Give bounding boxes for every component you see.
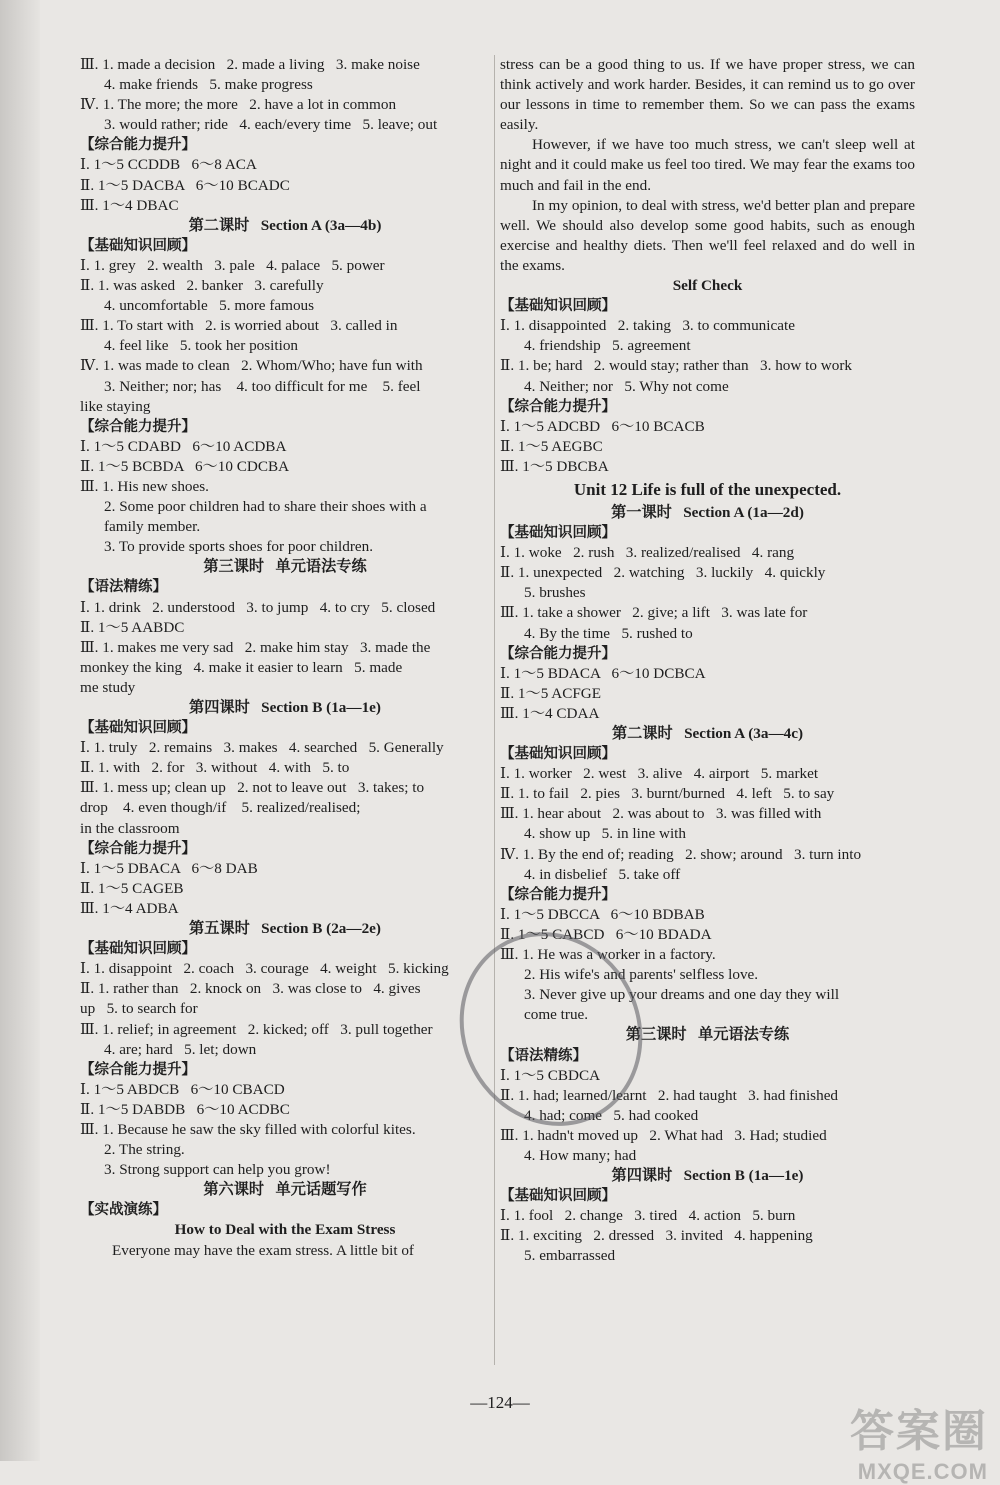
right-column-line: Ⅱ. 1～5 AEGBC [500,437,603,455]
right-column-line: 【综合能力提升】 [500,645,616,662]
left-column-line: Ⅱ. 1. with 2. for 3. without 4. with 5. to [80,759,350,777]
left-column-line: up 5. to search for [80,1000,198,1018]
right-column-line: Ⅰ. 1. disappointed 2. taking 3. to communicate [500,317,795,335]
left-column-line: 【基础知识回顾】 [80,941,196,958]
left-column-line: family member. [104,518,201,536]
right-column-line: In my opinion, to deal with stress, we'd better plan and prepare well. We should also develop some good habits, such as enough exercise and healthy diets. Then we'll feel relaxed and do well in the exams. [500,196,915,274]
left-column-line: 2. Some poor children had to share their shoes with a [104,498,427,516]
right-column-line: 4. By the time 5. rushed to [524,624,693,642]
right-column-line: Ⅳ. 1. By the end of; reading 2. show; around 3. turn into [500,845,862,863]
right-column-line: Ⅲ. 1. hadn't moved up 2. What had 3. Had; studied [500,1126,827,1144]
right-column-line: Ⅱ. 1. exciting 2. dressed 3. invited 4. happening [500,1227,813,1245]
left-column-line: 【语法精练】 [80,579,167,596]
watermark-url: MXQE.COM [857,1459,988,1484]
right-column-line: Unit 12 Life is full of the unexpected. [573,479,842,499]
right-column-line: Ⅱ. 1. to fail 2. pies 3. burnt/burned 4. left 5. to say [500,785,835,803]
left-column-line: 第六课时 单元话题写作 [203,1181,367,1199]
right-column-line: 4. Neither; nor 5. Why not come [524,377,729,395]
right-column-line: Ⅱ. 1. be; hard 2. would stay; rather than 3. how to work [500,357,852,375]
left-column-line: Ⅰ. 1～5 DBACA 6～8 DAB [80,859,258,877]
left-column-line: Ⅰ. 1. truly 2. remains 3. makes 4. searched 5. Generally [80,739,444,757]
left-column-line: How to Deal with the Exam Stress [174,1221,396,1239]
right-column-line: 【基础知识回顾】 [500,746,616,763]
left-column-line: me study [80,678,136,696]
left-column-line: Ⅲ. 1. Because he saw the sky filled with colorful kites. [80,1120,416,1138]
right-column-line: Ⅰ. 1. fool 2. change 3. tired 4. action 5. burn [500,1207,796,1225]
left-column-line: Ⅳ. 1. The more; the more 2. have a lot in common [80,96,397,114]
site-watermark [850,1395,988,1485]
left-column-line: 【综合能力提升】 [80,137,196,154]
left-column-line: 3. Strong support can help you grow! [104,1161,331,1179]
left-column-line: Ⅲ. 1. mess up; clean up 2. not to leave out 3. takes; to [80,779,425,797]
right-column-line: 2. His wife's and parents' selfless love. [524,966,759,984]
left-column-line: Ⅰ. 1～5 CCDDB 6～8 ACA [80,156,257,174]
left-column-line: Ⅲ. 1～4 ADBA [80,899,179,917]
right-column-line: Ⅲ. 1～4 CDAA [500,704,600,722]
left-column-line: Everyone may have the exam stress. A little bit of [112,1241,414,1259]
right-column-line: 【基础知识回顾】 [500,1188,616,1205]
left-column-line: Ⅲ. 1. His new shoes. [80,477,209,495]
left-column-line: 3. Neither; nor; has 4. too difficult for me 5. feel [104,377,421,395]
right-column-line: 4. had; come 5. had cooked [524,1106,699,1124]
left-column-line: 2. The string. [104,1141,185,1159]
left-column-line: Ⅰ. 1. disappoint 2. coach 3. courage 4. weight 5. kicking [80,960,449,978]
right-column-line: 【语法精练】 [500,1047,587,1064]
left-column-line: Ⅰ. 1～5 ABDCB 6～10 CBACD [80,1080,285,1098]
right-column-line: Ⅲ. 1. take a shower 2. give; a lift 3. was late for [500,604,808,622]
right-column-line: Ⅰ. 1. worker 2. west 3. alive 4. airport 5. market [500,765,819,783]
right-column-line: 4. How many; had [524,1146,637,1164]
right-column-line: 第一课时 Section A (1a—2d) [611,503,804,521]
right-column-line: Ⅱ. 1. unexpected 2. watching 3. luckily 4. quickly [500,564,826,582]
left-column-line: 4. feel like 5. took her position [104,337,299,355]
left-column-line: 【基础知识回顾】 [80,720,196,737]
right-column-line: 4. in disbelief 5. take off [524,865,681,883]
right-column-line: Ⅱ. 1. had; learned/learnt 2. had taught 3. had finished [500,1086,839,1104]
right-column-line: come true. [524,1006,589,1024]
right-column-line: Ⅰ. 1～5 ADCBD 6～10 BCACB [500,417,705,435]
left-column-line: Ⅲ. 1～4 DBAC [80,196,179,214]
left-column-line: Ⅲ. 1. made a decision 2. made a living 3. make noise [80,56,420,73]
right-column-line: Ⅰ. 1～5 CBDCA [500,1066,601,1084]
left-column-line: 【综合能力提升】 [80,1061,196,1078]
right-column-line: 4. show up 5. in line with [524,825,686,843]
left-column-line: Ⅲ. 1. To start with 2. is worried about 3. called in [80,317,398,335]
right-column-line: Ⅰ. 1～5 DBCCA 6～10 BDBAB [500,905,705,923]
right-column-line: 4. friendship 5. agreement [524,337,691,355]
right-column-line: Ⅲ. 1～5 DBCBA [500,457,609,475]
right-column-line: 5. embarrassed [524,1247,616,1265]
left-column-line: Ⅰ. 1. drink 2. understood 3. to jump 4. to cry 5. closed [80,598,436,616]
left-column-line: Ⅰ. 1～5 CDABD 6～10 ACDBA [80,437,287,455]
right-column-line: 第四课时 Section B (1a—1e) [611,1167,804,1185]
left-column-line: 3. would rather; ride 4. each/every time 5. leave; out [104,116,438,134]
right-column-line: Ⅰ. 1. woke 2. rush 3. realized/realised 4. rang [500,544,795,562]
right-column-line: 3. Never give up your dreams and one day they will [524,986,840,1004]
page-edge-shadow [0,0,40,1461]
left-column-line: 第三课时 单元语法专练 [203,558,367,576]
left-column-line: 4. are; hard 5. let; down [104,1040,257,1058]
left-column-line: 【综合能力提升】 [80,418,196,435]
right-column-line: Self Check [672,277,743,295]
left-column-line: Ⅳ. 1. was made to clean 2. Whom/Who; have fun with [80,357,423,375]
right-column-line: Ⅰ. 1～5 BDACA 6～10 DCBCA [500,664,706,682]
right-column-line: 【基础知识回顾】 [500,525,616,542]
left-column-line: 【实战演练】 [80,1202,167,1219]
left-column-line: like staying [80,397,151,415]
left-column-line: Ⅲ. 1. relief; in agreement 2. kicked; off 3. pull together [80,1020,433,1038]
page-number: —124— [470,1393,530,1412]
left-column-line: drop 4. even though/if 5. realized/realised; [80,799,361,817]
left-column [80,55,490,1261]
watermark-logo-text: 答案圈 [850,1407,988,1456]
left-column-line: 【基础知识回顾】 [80,237,196,254]
right-column-line: 5. brushes [524,584,586,602]
left-column-line: Ⅰ. 1. grey 2. wealth 3. pale 4. palace 5. power [80,256,385,274]
left-column-line: Ⅱ. 1～5 CAGEB [80,879,184,897]
right-column-line: 【综合能力提升】 [500,398,616,415]
right-column-line: 【综合能力提升】 [500,886,616,903]
left-column-line: 4. uncomfortable 5. more famous [104,297,315,315]
right-column-line: Ⅲ. 1. hear about 2. was about to 3. was filled with [500,805,822,823]
left-column-line: 第二课时 Section A (3a—4b) [188,216,382,234]
left-column-line: Ⅱ. 1. rather than 2. knock on 3. was close to 4. gives [80,980,421,998]
left-column-line: Ⅲ. 1. makes me very sad 2. make him stay 3. made the [80,638,431,656]
right-column-line: 第二课时 Section A (3a—4c) [611,725,804,742]
right-column-line: 第三课时 单元语法专练 [625,1026,790,1044]
left-column-line: 第五课时 Section B (2a—2e) [189,920,381,938]
right-column-line: Ⅱ. 1～5 CABCD 6～10 BDADA [500,925,712,943]
right-column-line: Ⅲ. 1. He was a worker in a factory. [500,946,716,964]
column-divider [494,55,495,1365]
left-column-line: Ⅱ. 1～5 DACBA 6～10 BCADC [80,176,290,194]
left-column-line: Ⅱ. 1. was asked 2. banker 3. carefully [80,277,324,295]
left-column-line: 4. make friends 5. make progress [104,76,313,94]
right-column-line: 【基础知识回顾】 [500,298,616,315]
right-column-line: stress can be a good thing to us. If we have proper stress, we can think actively and work harder. Besides, it can remind us to go over our lessons in time to remember them. So we can pass the exams easily. [500,56,915,134]
left-column-line: Ⅱ. 1～5 BCBDA 6～10 CDCBA [80,457,290,475]
left-column-line: monkey the king 4. make it easier to learn 5. made [80,658,403,676]
left-column-line: 【综合能力提升】 [80,840,196,857]
left-column-line: 第四课时 Section B (1a—1e) [189,699,381,716]
left-column-line: Ⅱ. 1～5 DABDB 6～10 ACDBC [80,1100,290,1118]
left-column-line: in the classroom [80,819,180,837]
right-column-line: However, if we have too much stress, we can't sleep well at night and it could make us feel too tired. We may fear the exams too much and fail in the end. [500,136,915,194]
left-column-line: 3. To provide sports shoes for poor children. [104,538,374,556]
left-column-line: Ⅱ. 1～5 AABDC [80,618,185,636]
right-column-line: Ⅱ. 1～5 ACFGE [500,684,602,702]
